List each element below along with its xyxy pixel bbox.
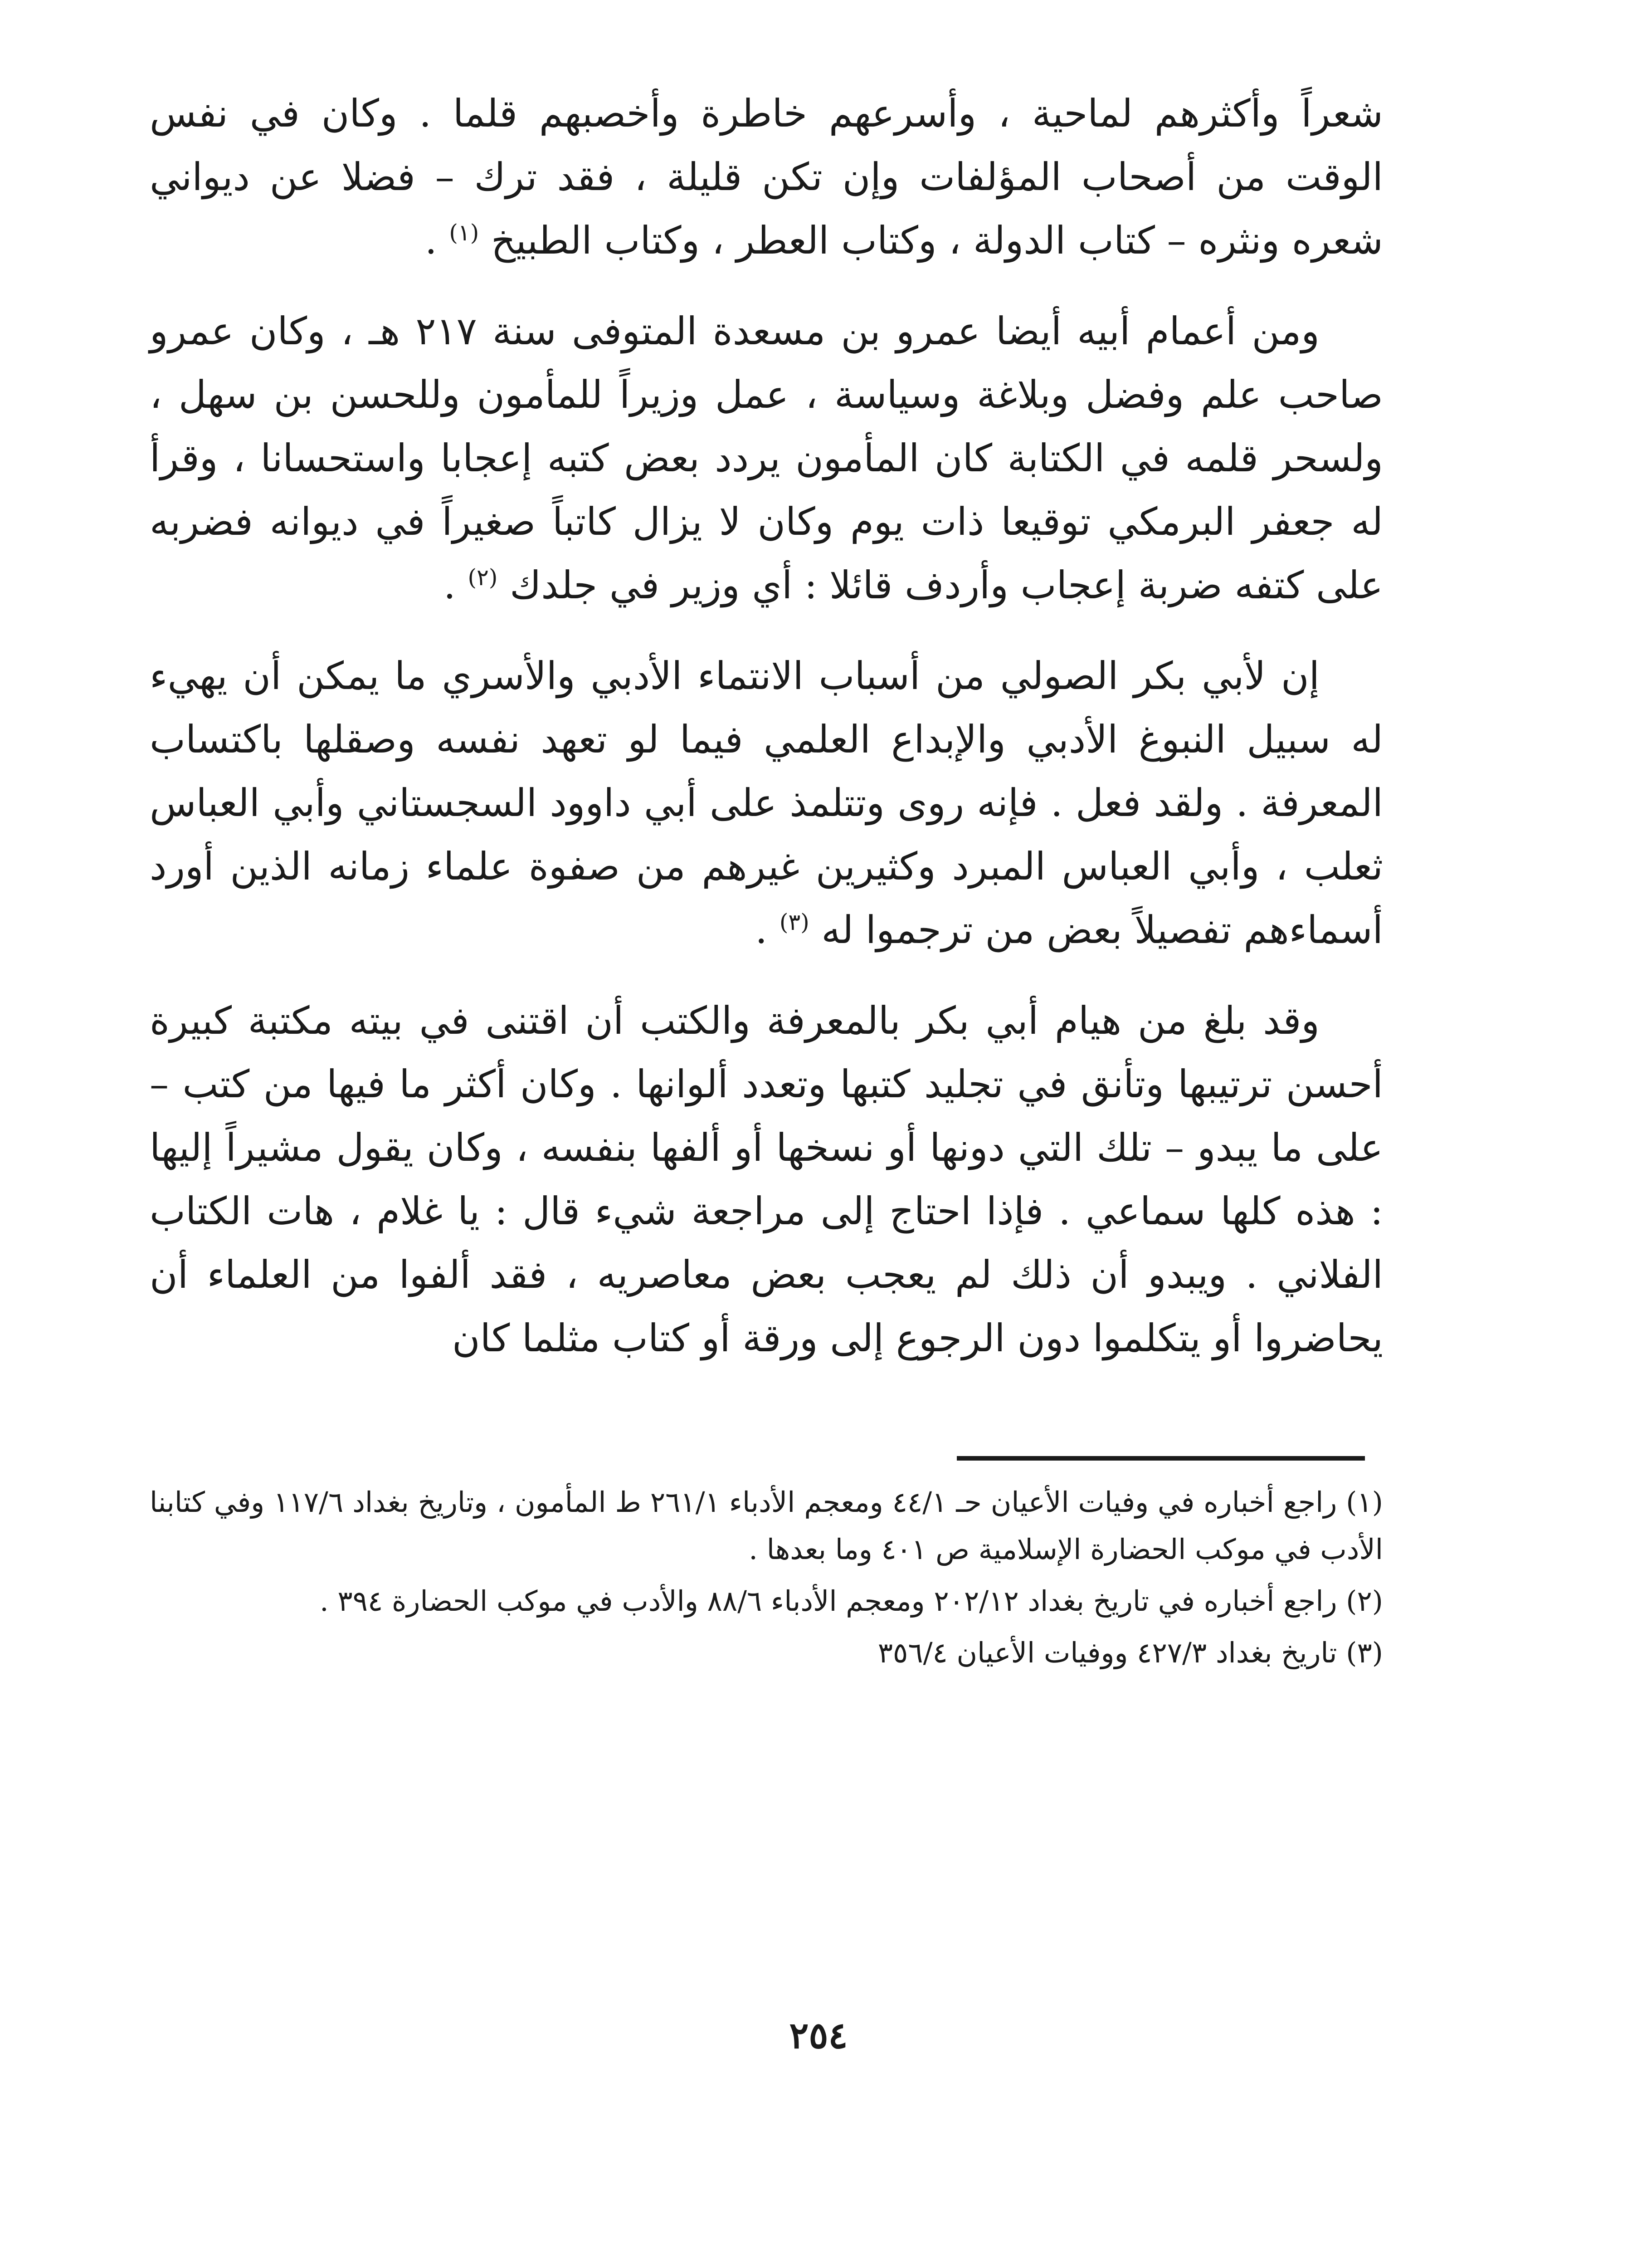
footnote-number: (٣): [1346, 1636, 1383, 1669]
footnote-text: تاريخ بغداد ٤٢٧/٣ ووفيات الأعيان ٣٥٦/٤: [877, 1636, 1337, 1669]
paragraph-3: [150, 644, 1383, 962]
footnote-separator-wrap: [150, 1456, 1383, 1461]
paragraph-text: إن لأبي بكر الصولي من أسباب الانتماء الأدبي والأسري ما يمكن أن يهيء له سبيل النبوغ الأدبي والإبداع العلمي فيما لو تعهد نفسه وصقلها باكتساب المعرفة . ولقد فعل . فإنه روى وتتلمذ على أبي داوود السجستاني وأبي العباس ثعلب ، وأبي العباس المبرد وكثيرين غيرهم من صفوة علماء زمانه الذين أورد أسماءهم تفصيلاً بعض من ترجموا له: [150, 654, 1384, 952]
footnote-number: (٢): [1346, 1584, 1383, 1618]
footnote-2: [150, 1578, 1383, 1625]
paragraph-text: ومن أعمام أبيه أيضا عمرو بن مسعدة المتوفى سنة ٢١٧ هـ ، وكان عمرو صاحب علم وفضل وبلاغة وسياسة ، عمل وزيراً للمأمون وللحسن بن سهل ، ولسحر قلمه في الكتابة كان المأمون يردد بعض كتبه إعجابا واستحسانا ، وقرأ له جعفر البرمكي توقيعا ذات يوم وكان لا يزال كاتباً صغيراً في ديوانه فضربه على كتفه ضربة إعجاب وأردف قائلا : أي وزير في جلدك: [150, 309, 1383, 607]
paragraph-end: .: [425, 218, 449, 263]
footnote-reference: (١): [449, 220, 479, 246]
paragraph-end: .: [755, 908, 780, 952]
paragraph-2: [150, 299, 1383, 617]
footnote-text: راجع أخباره في تاريخ بغداد ٢٠٢/١٢ ومعجم الأدباء ٨٨/٦ والأدب في موكب الحضارة ٣٩٤ .: [320, 1584, 1337, 1618]
footnote-separator: [957, 1456, 1365, 1461]
paragraph-1: [150, 82, 1383, 272]
footnote-number: (١): [1346, 1486, 1383, 1519]
paragraph-end: .: [443, 563, 468, 607]
footnote-1: [150, 1479, 1383, 1573]
page-body: [150, 82, 1383, 1681]
page-number: ٢٥٤: [789, 2014, 848, 2057]
footnote-text: راجع أخباره في وفيات الأعيان حـ ٤٤/١ ومعجم الأدباء ٢٦١/١ ط المأمون ، وتاريخ بغداد ١١٧/٦ وفي كتابنا الأدب في موكب الحضارة الإسلامية ص ٤٠١ وما بعدها .: [150, 1486, 1383, 1566]
paragraph-4: [150, 989, 1383, 1370]
paragraph-text: وقد بلغ من هيام أبي بكر بالمعرفة والكتب أن اقتنى في بيته مكتبة كبيرة أحسن ترتيبها وتأنق في تجليد كتبها وتعدد ألوانها . وكان أكثر ما فيها من كتب – على ما يبدو – تلك التي دونها أو نسخها أو ألفها بنفسه ، وكان يقول مشيراً إليها : هذه كلها سماعي . فإذا احتاج إلى مراجعة شيء قال : يا غلام ، هات الكتاب الفلاني . ويبدو أن ذلك لم يعجب بعض معاصريه ، فقد ألفوا من العلماء أن يحاضروا أو يتكلموا دون الرجوع إلى ورقة أو كتاب مثلما كان: [150, 998, 1383, 1360]
footnote-3: [150, 1629, 1383, 1677]
paragraph-text: شعراً وأكثرهم لماحية ، وأسرعهم خاطرة وأخصبهم قلما . وكان في نفس الوقت من أصحاب المؤلفات وإن تكن قليلة ، فقد ترك – فضلا عن ديواني شعره ونثره – كتاب الدولة ، وكتاب العطر ، وكتاب الطبيخ: [150, 91, 1383, 263]
footnote-reference: (٣): [779, 909, 809, 935]
footnote-reference: (٢): [468, 564, 498, 591]
footnotes: [150, 1479, 1383, 1677]
